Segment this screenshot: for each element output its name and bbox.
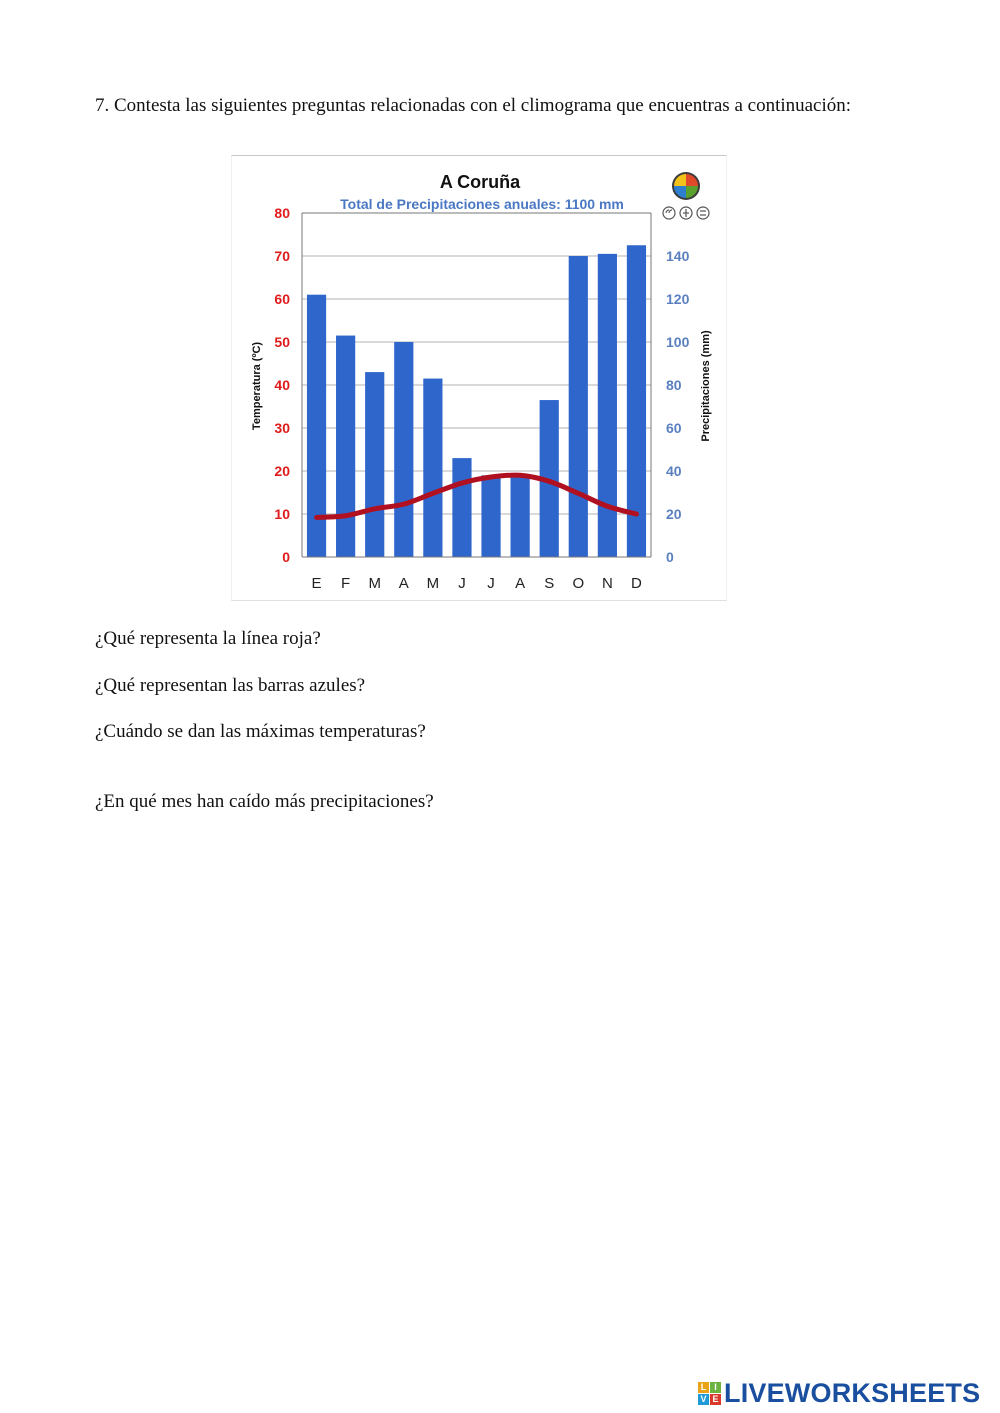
right-tick-label: 0 [666,549,674,565]
left-tick-label: 50 [274,334,290,350]
right-tick-label: 20 [666,506,682,522]
precipitation-bar [452,458,471,557]
month-label: S [544,575,555,592]
logo-letter-e: E [710,1394,721,1405]
question-blue-bars: ¿Qué representan las barras azules? [95,675,366,696]
month-label: A [398,575,409,592]
precipitation-bar [511,477,530,557]
climograph-svg [232,156,728,602]
logo-letter-l: L [698,1382,709,1393]
month-label: N [601,575,613,592]
month-label: E [311,575,322,592]
right-axis-label: Precipitaciones (mm) [700,330,712,442]
temperature-line-group [316,475,636,517]
left-tick-label: 10 [274,506,290,522]
left-tick-label: 40 [274,377,290,393]
month-label: M [426,575,440,592]
month-label: J [487,575,495,592]
chart-subtitle: Total de Precipitaciones anuales: 1100 mm [340,196,624,212]
puzzle-logo-icon [672,172,700,200]
precipitation-bar [365,372,384,557]
left-tick-label: 20 [274,463,290,479]
exercise-instruction: 7. Contesta las siguientes preguntas relacionadas con el climograma que encuentras a continuación: [95,95,852,116]
climograph-chart [231,155,727,601]
chart-title: A Coruña [439,172,521,192]
month-label: M [368,575,381,592]
month-label: F [341,575,351,592]
precipitation-bar [423,379,442,557]
right-tick-label: 100 [666,334,690,350]
right-tick-label: 60 [666,420,682,436]
month-label: D [631,575,642,592]
logo-letter-v: V [698,1394,709,1405]
precipitation-bars [307,245,646,557]
month-label: J [458,575,466,592]
left-tick-label: 30 [274,420,290,436]
month-label: A [515,575,526,592]
left-tick-label: 60 [274,291,290,307]
license-badge-icon [663,207,709,219]
liveworksheets-brand [698,1378,980,1408]
left-tick-label: 80 [274,205,290,221]
left-tick-label: 70 [274,248,290,264]
left-axis-label: Temperatura (ºC) [251,341,263,431]
precipitation-bar [569,256,588,557]
month-label: O [572,575,585,592]
left-tick-label: 0 [282,549,290,565]
question-max-precipitation: ¿En qué mes han caído más precipitaciones? [95,791,434,812]
precipitation-bar [481,475,500,557]
brand-name: LIVEWORKSHEETS [724,1377,981,1408]
precipitation-bar [336,336,355,557]
right-tick-label: 80 [666,377,682,393]
precipitation-bar [598,254,617,557]
question-max-temperature: ¿Cuándo se dan las máximas temperaturas? [95,721,426,742]
right-tick-label: 40 [666,463,682,479]
temperature-line [317,475,637,517]
liveworksheets-logo-icon [698,1382,721,1405]
precipitation-bar [394,342,413,557]
logo-letter-i: I [710,1382,721,1393]
right-tick-label: 120 [666,291,690,307]
right-tick-label: 140 [666,248,690,264]
question-red-line: ¿Qué representa la línea roja? [95,628,321,649]
